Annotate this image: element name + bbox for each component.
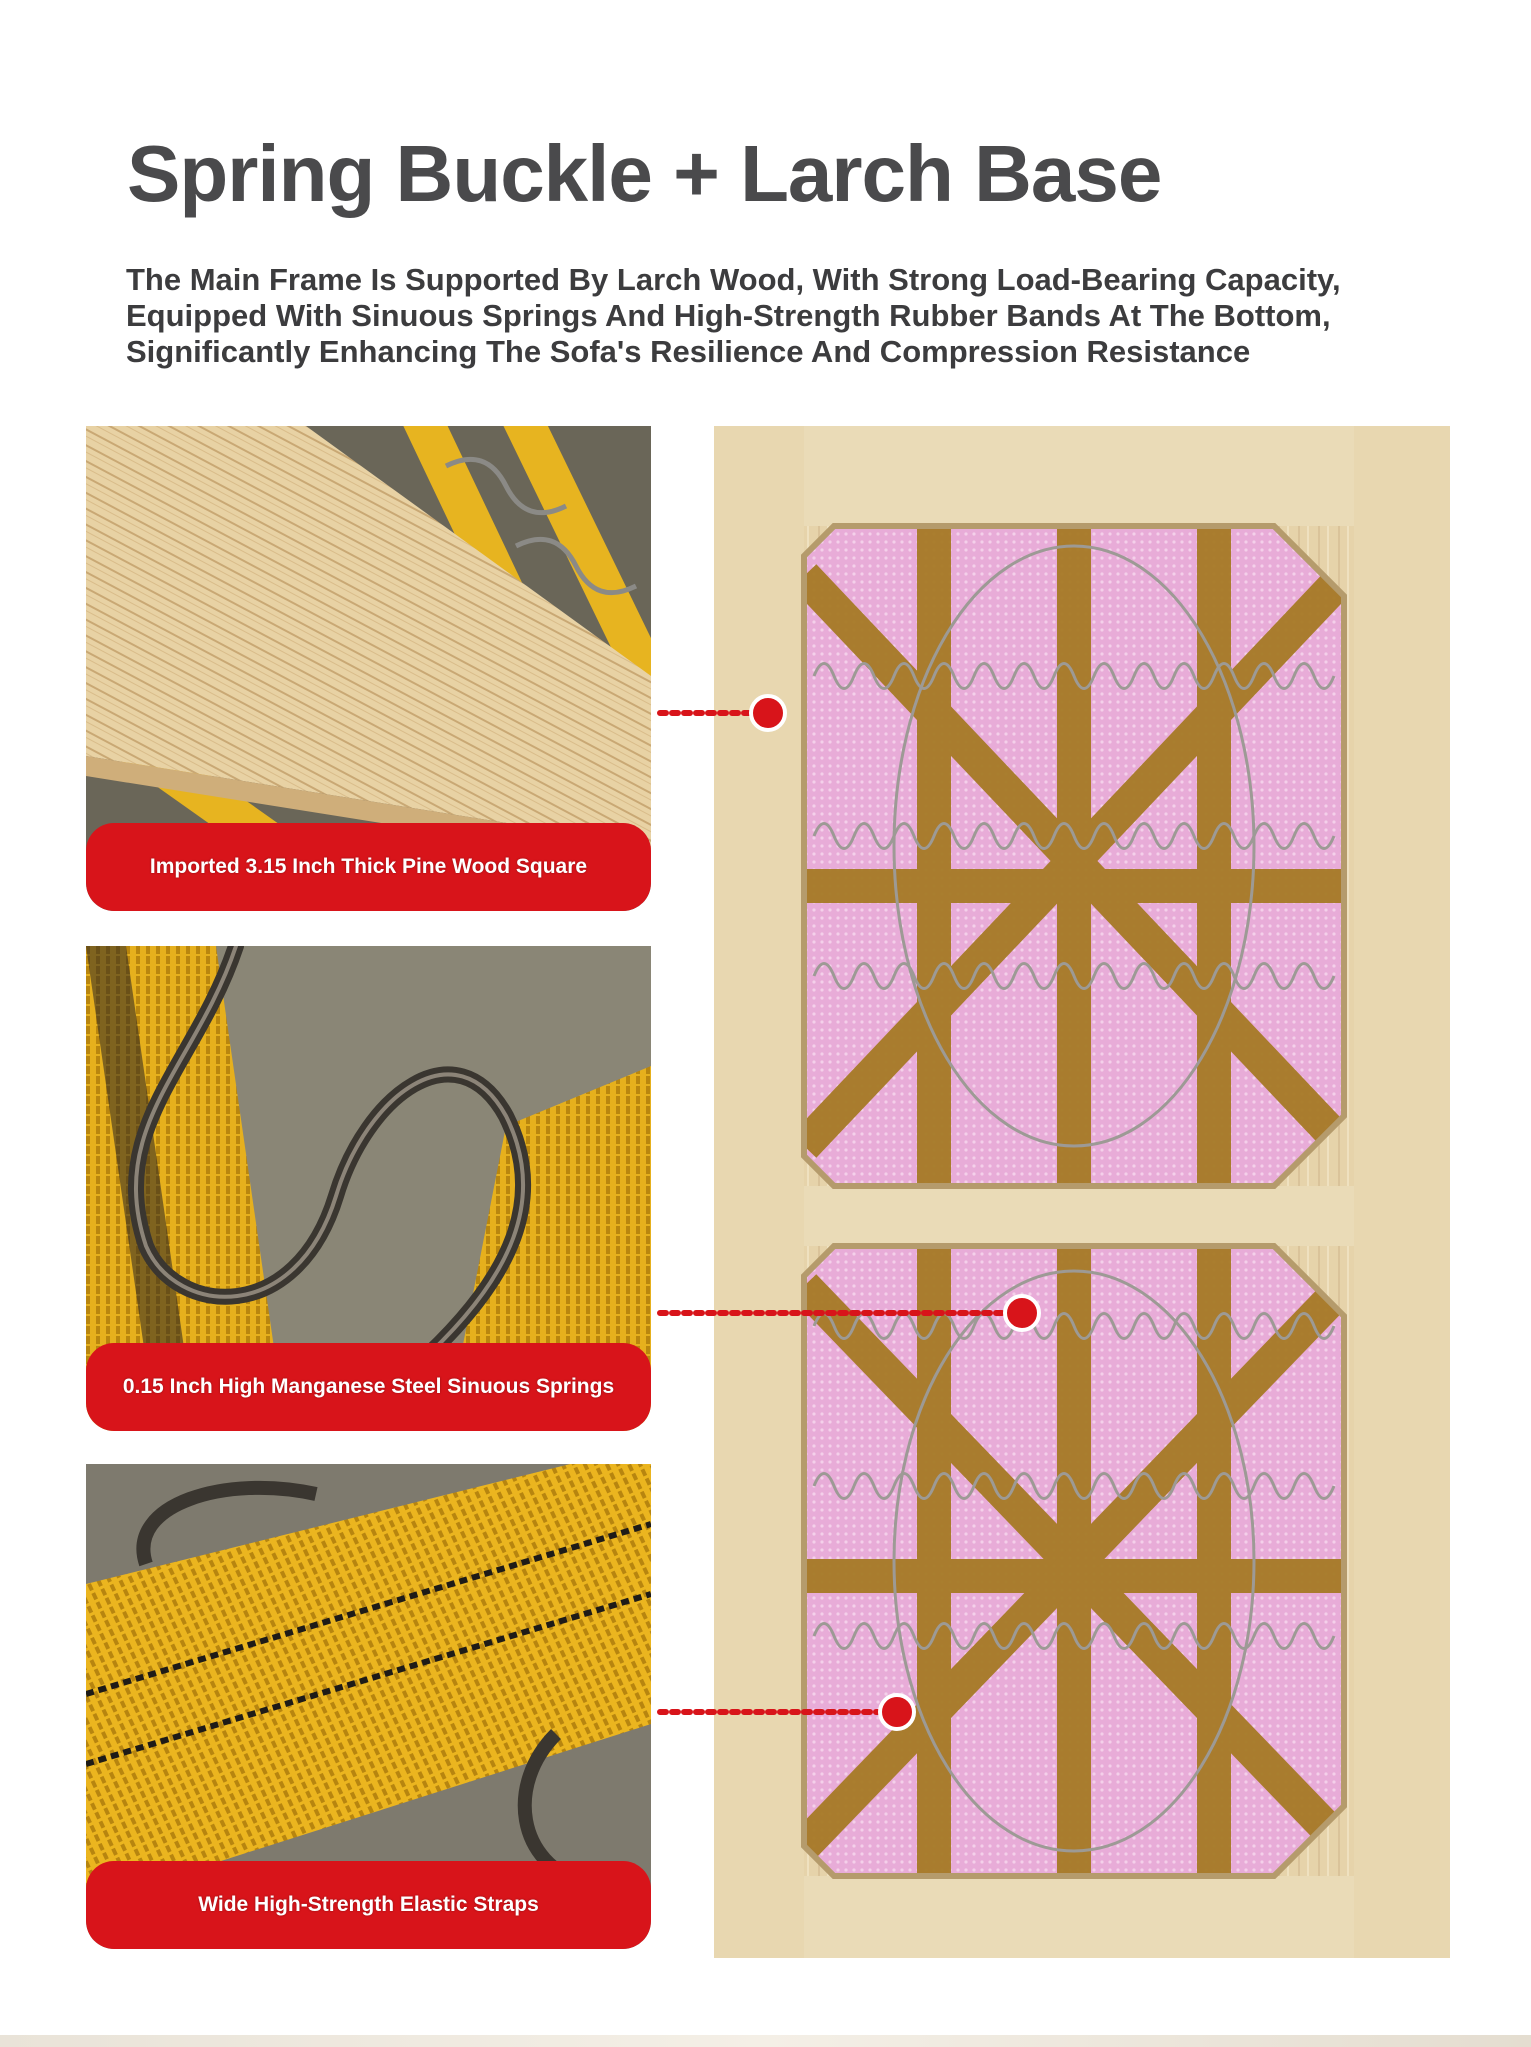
caption-bar [86, 823, 651, 911]
caption-bar [86, 1343, 651, 1431]
subtitle-line: Equipped With Sinuous Springs And High-Strength Rubber Bands At The Bottom, [126, 298, 1331, 333]
larch-frame-image [714, 426, 1450, 1958]
caption-text: Imported 3.15 Inch Thick Pine Wood Square [149, 855, 588, 878]
subtitle-line: The Main Frame Is Supported By Larch Wood, With Strong Load-Bearing Capacity, [126, 262, 1341, 297]
page-title: Spring Buckle + Larch Base [127, 129, 1162, 218]
page-subtitle [126, 262, 1426, 370]
feature-panel-strap [86, 1464, 651, 1949]
subtitle-line: Significantly Enhancing The Sofa's Resilience And Compression Resistance [126, 334, 1251, 369]
feature-panel-wood [86, 426, 651, 911]
caption-bar [86, 1861, 651, 1949]
feature-panel-spring [86, 946, 651, 1431]
bottom-strip [0, 2035, 1531, 2047]
caption-text: 0.15 Inch High Manganese Steel Sinuous Springs [122, 1375, 615, 1398]
caption-text: Wide High-Strength Elastic Straps [198, 1893, 539, 1916]
